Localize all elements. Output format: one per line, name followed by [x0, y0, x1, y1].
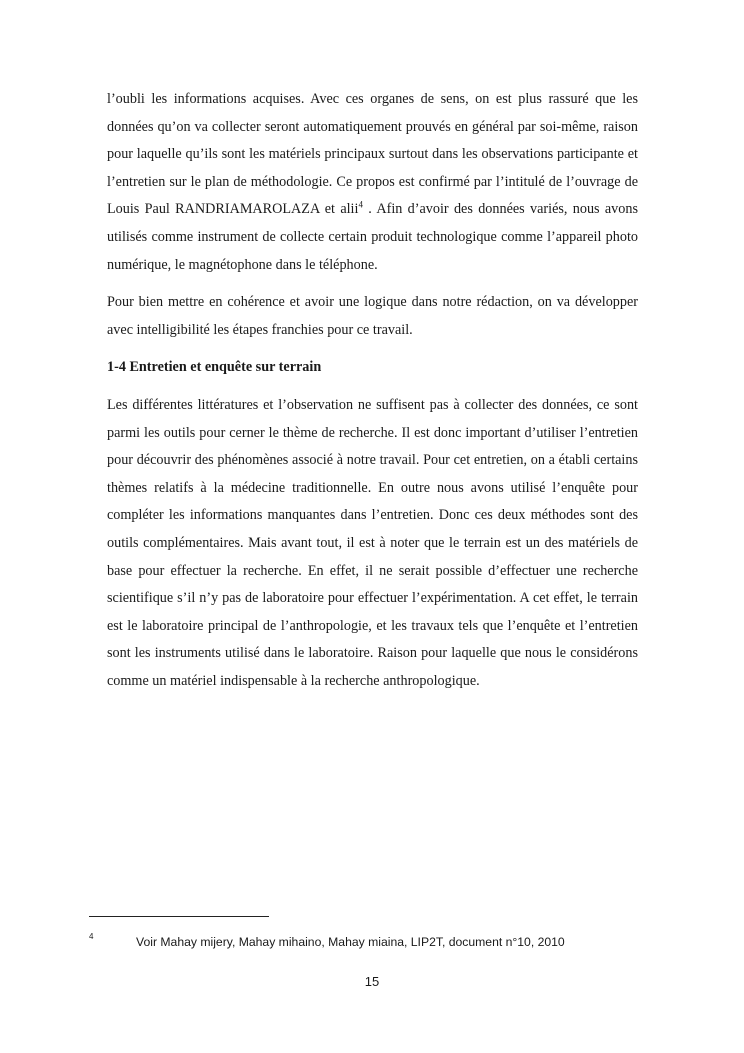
- page-number: 15: [364, 974, 380, 989]
- footnote-separator: [89, 916, 269, 917]
- paragraph-1-text-continued: . Afin d’avoir des données variés, nous avons utilisés comme instrument de collecte certain produit technologique comme l’appareil photo numérique, le magnétophone dans le téléphone.: [107, 201, 638, 273]
- section-heading: 1-4 Entretien et enquête sur terrain: [107, 359, 322, 376]
- body-paragraph-2: Pour bien mettre en cohérence et avoir une logique dans notre rédaction, on va développer avec intelligibilité les étapes franchies pour ce travail.: [107, 294, 638, 338]
- body-paragraph-3: Les différentes littératures et l’observation ne suffisent pas à collecter des données, ce sont parmi les outils pour cerner le thème de recherche. Il est donc important d’utiliser l’entretien pour découvrir des phénomènes associé à notre travail. Pour cet entretien, on a établi certains thèmes relatifs à la médecine traditionnelle. En outre nous avons utilisé l’enquête pour compléter les informations manquantes dans l’entretien. Donc ces deux méthodes sont des outils complémentaires. Mais avant tout, il est à noter que le terrain est un des matériels de base pour effectuer la recherche. En effet, il ne serait possible d’effectuer une recherche scientifique s’il n’y pas de laboratoire pour effectuer l’expérimentation. A cet effet, le terrain est le laboratoire principal de l’anthropologie, et les travaux tels que l’enquête et l’entretien sont les instruments utilisé dans le laboratoire. Raison pour laquelle que nous le considérons comme un matériel indispensable à la recherche anthropologique.: [107, 396, 638, 689]
- paragraph-1-text: l’oubli les informations acquises. Avec ces organes de sens, on est plus rassuré que les données qu’on va collecter seront automatiquement prouvés en général par soi-même, raison pour laquelle qu’ils sont les matériels principaux surtout dans les observations participante et l’entretien sur le plan de méthodologie. Ce propos est confirmé par l’intitulé de l’ouvrage de Louis Paul RANDRIAMAROLAZA et alii: [107, 91, 638, 218]
- footnote-text: Voir Mahay mijery, Mahay mihaino, Mahay miaina, LIP2T, document n°10, 2010: [136, 935, 565, 949]
- page-body: [107, 86, 638, 705]
- footnote-number: 4: [89, 932, 94, 941]
- body-paragraph-1: [107, 86, 638, 279]
- footnote-reference: 4: [358, 199, 363, 210]
